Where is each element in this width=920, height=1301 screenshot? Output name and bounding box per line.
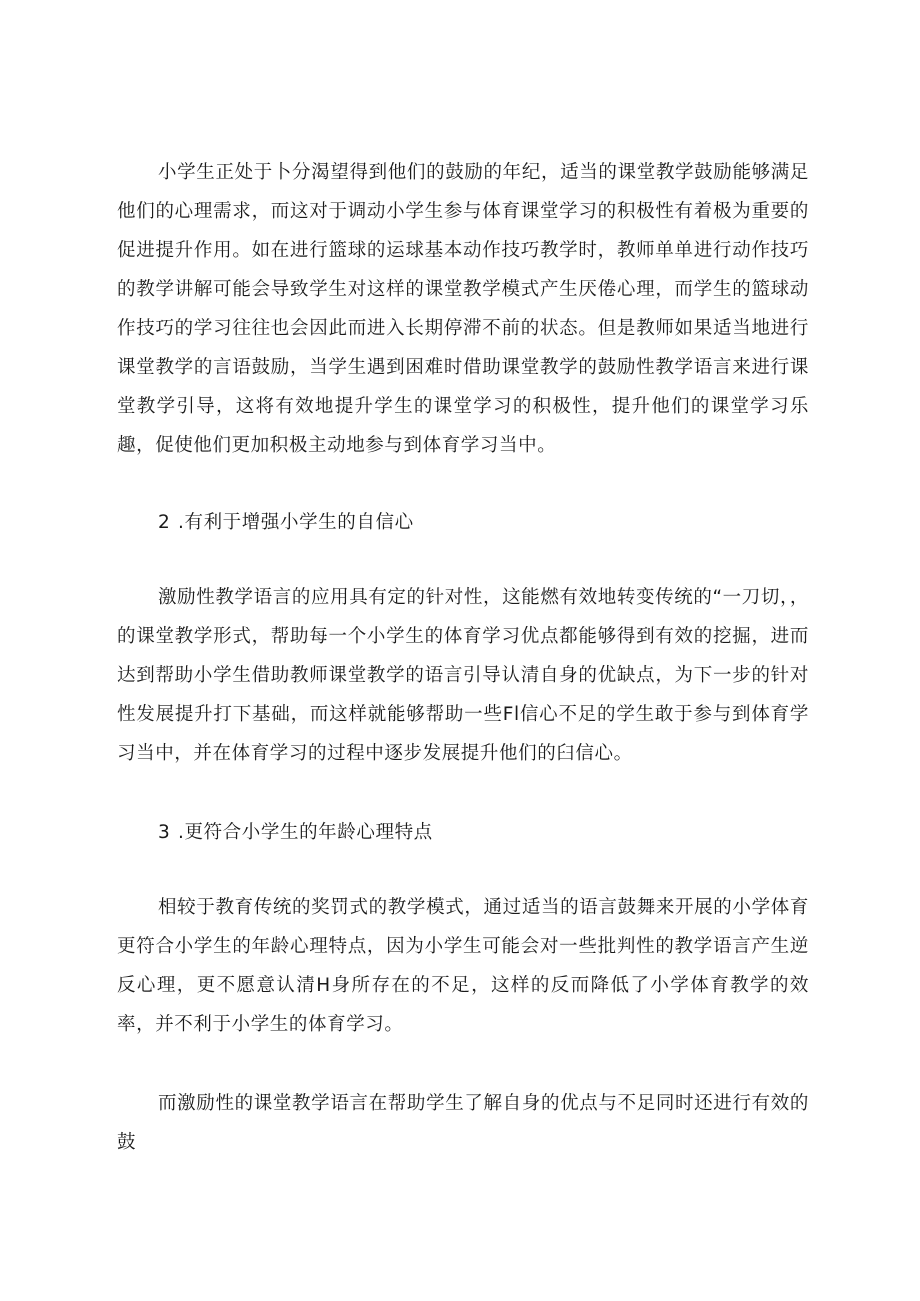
paragraph-confidence: 激励性教学语言的应用具有定的针对性，这能燃有效地转变传统的“一刀切，，的课堂教学形式，帮助每一个小学生的体育学习优点都能够得到有效的挖掘，进而达到帮助小学生借助教师课堂教学的语言引导认清自身的优缺点，为下一步的针对性发展提升打下基础，而这样就能够帮助一些Fl信心不足的学生敢于参与到体育学习当中，并在体育学习的过程中逐步发展提升他们的臼信心。: [117, 587, 809, 764]
section-number: 3: [158, 822, 171, 843]
paragraph-continuation: 而激励性的课堂教学语言在帮助学生了解自身的优点与不足同时还进行有效的鼓: [117, 1093, 809, 1153]
section-title: .有利于增强小学生的自信心: [178, 512, 414, 533]
section-heading-2: [117, 503, 809, 542]
section-number: 2: [158, 512, 171, 533]
paragraph-age-psychology: 相较于教育传统的奖罚式的教学模式，通过适当的语言鼓舞来开展的小学体育更符合小学生的年龄心理特点，因为小学生可能会对一些批判性的教学语言产生逆反心理，更不愿意认清H身所存在的不足，这样的反而降低了小学体育教学的效率，并不利于小学生的体育学习。: [117, 897, 809, 1035]
section-heading-3: [117, 813, 809, 852]
document-body: [117, 153, 809, 1162]
section-title: .更符合小学生的年龄心理特点: [178, 822, 433, 843]
paragraph-encouragement-needs: 小学生正处于卜分渴望得到他们的鼓励的年纪，适当的课堂教学鼓励能够满足他们的心理需求，而这对于调动小学生参与体育课堂学习的积极性有着极为重要的促进提升作用。如在进行篮球的运球基本动作技巧教学时，教师单单进行动作技巧的教学讲解可能会导致学生对这样的课堂教学模式产生厌倦心理，而学生的篮球动作技巧的学习往往也会因此而进入长期停滞不前的状态。但是教师如果适当地进行课堂教学的言语鼓励，当学生遇到困难时借助课堂教学的鼓励性教学语言来进行课堂教学引导，这将有效地提升学生的课堂学习的积极性，提升他们的课堂学习乐趣，促使他们更加积极主动地参与到体育学习当中。: [117, 162, 809, 456]
